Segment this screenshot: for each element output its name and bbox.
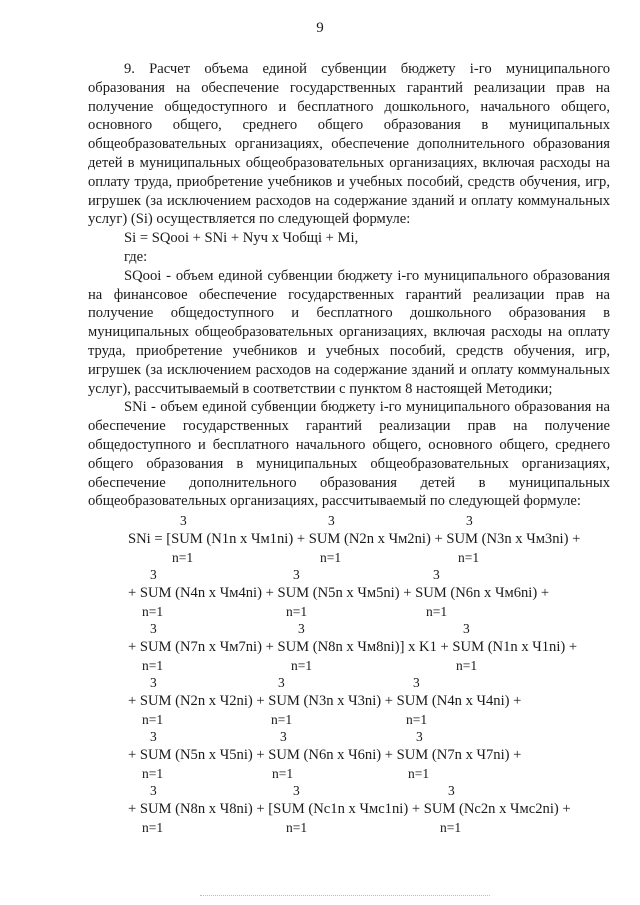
definition-sni: SNi - объем единой субвенции бюджету i-го муниципального образования на обеспечение государственных гарантий реализации прав на получение общедоступного и бесплатного начального общего, основного общего, среднего общего образования в муниципальных общеобразовательных организациях, обеспечение дополнительного образования детей в муниципальных общеобразовательных организациях, рассчитываемый по следующей формуле: <box>88 399 610 510</box>
sum-lower-limit: n=1 <box>408 766 430 781</box>
sum-upper-limit: 3 <box>413 675 420 690</box>
formula-line-text: SNi = [SUM (N1n x Чм1ni) + SUM (N2n x Чм2ni) + SUM (N3n x Чм3ni) + <box>128 531 581 547</box>
sum-upper-limit: 3 <box>180 513 187 528</box>
sum-lower-limit: n=1 <box>172 550 194 565</box>
sum-upper-limit: 3 <box>298 621 305 636</box>
sum-upper-limit: 3 <box>278 675 285 690</box>
formula-line <box>88 513 610 567</box>
sum-lower-limit: n=1 <box>272 766 294 781</box>
sum-lower-limit: n=1 <box>426 604 448 619</box>
sum-lower-limit: n=1 <box>142 658 164 673</box>
sum-upper-limit: 3 <box>150 621 157 636</box>
sum-upper-limit: 3 <box>466 513 473 528</box>
sum-lower-limit: n=1 <box>271 712 293 727</box>
formula-line-text: + SUM (N5n x Ч5ni) + SUM (N6n x Ч6ni) + SUM (N7n x Ч7ni) + <box>128 747 522 763</box>
sum-upper-limit: 3 <box>280 729 287 744</box>
sum-lower-limit: n=1 <box>320 550 342 565</box>
formula-line <box>88 783 610 837</box>
definition-sqooi: SQooi - объем единой субвенции бюджету i-го муниципального образования на финансовое обеспечение государственных гарантий реализации прав на получение общедоступного и бесплатного дошкольного образования в муниципальных общеобразовательных организациях, включая расходы на оплату труда, приобретение учебников и учебных пособий, средств обучения, игр, игрушек (за исключением расходов на содержание зданий и оплату коммунальных услуг), рассчитываемый в соответствии с пунктом 8 настоящей Методики; <box>88 267 610 397</box>
sum-lower-limit: n=1 <box>286 820 308 835</box>
formula-line-text: + SUM (N4n x Чм4ni) + SUM (N5n x Чм5ni) + SUM (N6n x Чм6ni) + <box>128 585 550 601</box>
sum-lower-limit: n=1 <box>440 820 462 835</box>
sum-lower-limit: n=1 <box>291 658 313 673</box>
sum-lower-limit: n=1 <box>456 658 478 673</box>
sum-upper-limit: 3 <box>293 783 300 798</box>
sum-upper-limit: 3 <box>293 567 300 582</box>
formula-line <box>88 675 610 729</box>
sum-lower-limit: n=1 <box>406 712 428 727</box>
where-label: где: <box>124 248 148 265</box>
sum-lower-limit: n=1 <box>286 604 308 619</box>
footer-dotted-line <box>200 895 490 896</box>
formula-sni-block <box>88 513 610 837</box>
sum-lower-limit: n=1 <box>142 820 164 835</box>
formula-line <box>88 567 610 621</box>
sum-lower-limit: n=1 <box>458 550 480 565</box>
sum-upper-limit: 3 <box>328 513 335 528</box>
sum-upper-limit: 3 <box>433 567 440 582</box>
sum-upper-limit: 3 <box>150 567 157 582</box>
formula-line-text: + SUM (N8n x Ч8ni) + [SUM (Nc1n x Чмc1ni) + SUM (Nc2n x Чмc2ni) + <box>128 801 571 817</box>
document-body <box>88 60 610 511</box>
formula-si: Si = SQooi + SNi + Nуч x Чобщi + Mi, <box>124 230 359 247</box>
formula-line <box>88 621 610 675</box>
sum-upper-limit: 3 <box>150 729 157 744</box>
formula-line-text: + SUM (N7n x Чм7ni) + SUM (N8n x Чм8ni)] x K1 + SUM (N1n x Ч1ni) + <box>128 639 578 655</box>
formula-line <box>88 729 610 783</box>
formula-line-text: + SUM (N2n x Ч2ni) + SUM (N3n x Ч3ni) + SUM (N4n x Ч4ni) + <box>128 693 522 709</box>
paragraph-9: 9. Расчет объема единой субвенции бюджету i-го муниципального образования на обеспечение государственных гарантий реализации прав на получение общедоступного и бесплатного дошкольного, начального общего, основного общего, среднего общего образования в муниципальных общеобразовательных организациях, обеспечение дополнительного образования детей в муниципальных общеобразовательных организациях, включая расходы на оплату труда, приобретение учебников и учебных пособий, средств обучения, игр, игрушек (за исключением расходов на содержание зданий и оплату коммунальных услуг) (Si) осуществляется по следующей формуле: <box>88 61 610 228</box>
sum-upper-limit: 3 <box>150 675 157 690</box>
sum-upper-limit: 3 <box>448 783 455 798</box>
sum-upper-limit: 3 <box>150 783 157 798</box>
sum-lower-limit: n=1 <box>142 766 164 781</box>
sum-upper-limit: 3 <box>416 729 423 744</box>
page-number: 9 <box>316 20 324 36</box>
sum-upper-limit: 3 <box>463 621 470 636</box>
sum-lower-limit: n=1 <box>142 712 164 727</box>
sum-lower-limit: n=1 <box>142 604 164 619</box>
